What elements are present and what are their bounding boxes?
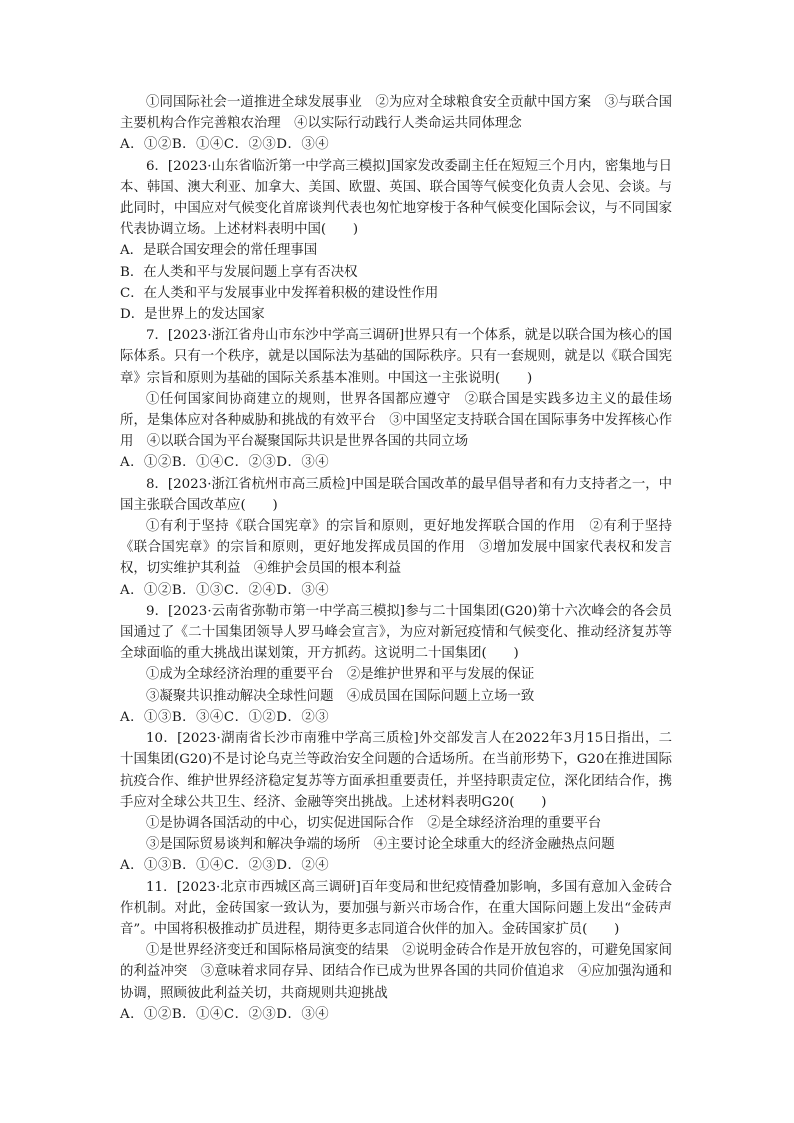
q5-choices: ①同国际社会一道推进全球发展事业 ②为应对全球粮食安全贡献中国方案 ③与联合国主要机构合作完善粮农治理 ④以实际行动践行人类命运共同体理念 [120, 95, 672, 132]
q9-choices-line-1: ①成为全球经济治理的重要平台 ②是维护世界和平与发展的保证 [146, 667, 535, 683]
q11-answer-options: A．①②B．①④C．②③D．③④ [120, 1006, 330, 1022]
q9-answer-options: A．①③B．③④C．①②D．②③ [120, 709, 330, 725]
q10-choices-line-1: ①是协调各国活动的中心，切实促进国际合作 ②是全球经济治理的重要平台 [146, 815, 602, 831]
q6-option-d: D．是世界上的发达国家 [120, 307, 265, 323]
q8-choices: ①有利于坚持《联合国宪章》的宗旨和原则，更好地发挥联合国的作用 ②有利于坚持《联合国宪章》的宗旨和原则，更好地发挥成员国的作用 ③增加发展中国家代表权和发言权，切实维护其利益 ④维护会员国的根本利益 [120, 519, 672, 577]
q10-stem: 10．[2023·湖南省长沙市南雅中学高三质检]外交部发言人在2022年3月15日指出，二十国集团(G20)不是讨论乌克兰等政治安全问题的合适场所。在当前形势下，G20在推进国际抗疫合作、维护世界经济稳定复苏等方面承担重要责任，并坚持职责定位，深化团结合作，携手应对全球公共卫生、经济、金融等突出挑战。上述材料表明G20( ) [120, 731, 672, 810]
q6-option-a: A．是联合国安理会的常任理事国 [120, 243, 318, 259]
q6-stem: 6．[2023·山东省临沂第一中学高三模拟]国家发改委副主任在短短三个月内，密集地与日本、韩国、澳大利亚、加拿大、美国、欧盟、英国、联合国等气候变化负责人会见、会谈。与此同时，中国应对气候变化首席谈判代表也匆忙地穿梭于各种气候变化国际会议，与不同国家代表协调立场。上述材料表明中国( ) [120, 158, 672, 238]
q9-stem: 9．[2023·云南省弥勒市第一中学高三模拟]参与二十国集团(G20)第十六次峰会的各会员国通过了《二十国集团领导人罗马峰会宣言》，为应对新冠疫情和气候变化、推动经济复苏等全球面临的重大挑战出谋划策，开方抓药。这说明二十国集团( ) [120, 603, 672, 662]
q6-option-b: B．在人类和平与发展问题上享有否决权 [120, 264, 358, 280]
q11-choices: ①是世界经济变迁和国际格局演变的结果 ②说明金砖合作是开放包容的，可避免国家间的利益冲突 ③意味着求同存异、团结合作已成为世界各国的共同价值追求 ④应加强沟通和协调，照顾彼此利益关切，共商规则共迎挑战 [120, 943, 672, 1001]
document-page [120, 92, 672, 1025]
q7-answer-options: A．①②B．①④C．②③D．③④ [120, 455, 330, 471]
q11-stem: 11．[2023·北京市西城区高三调研]百年变局和世纪疫情叠加影响，多国有意加入金砖合作机制。对此，金砖国家一致认为，要加强与新兴市场合作，在重大国际问题上发出“金砖声音”。中国将积极推动扩员进程，期待更多志同道合伙伴的加入。金砖国家扩员( ) [120, 879, 672, 937]
q9-choices-line-2: ③凝聚共识推动解决全球性问题 ④成员国在国际问题上立场一致 [146, 688, 535, 704]
q5-answer-options: A．①②B．①④C．②③D．③④ [120, 137, 330, 153]
q7-choices: ①任何国家间协商建立的规则，世界各国都应遵守 ②联合国是实践多边主义的最佳场所，是集体应对各种威胁和挑战的有效平台 ③中国坚定支持联合国在国际事务中发挥核心作用 ④以联合国为平台凝聚国际共识是世界各国的共同立场 [120, 391, 672, 450]
q6-option-c: C．在人类和平与发展事业中发挥着积极的建设性作用 [120, 285, 439, 301]
q8-answer-options: A．①②B．①③C．②④D．③④ [120, 582, 330, 598]
q10-choices-line-2: ③是国际贸易谈判和解决争端的场所 ④主要讨论全球重大的经济金融热点问题 [146, 837, 615, 853]
q8-stem: 8．[2023·浙江省杭州市高三质检]中国是联合国改革的最早倡导者和有力支持者之一，中国主张联合国改革应( ) [120, 476, 672, 513]
q10-answer-options: A．①③B．①④C．②③D．②④ [120, 858, 330, 874]
q7-stem: 7．[2023·浙江省舟山市东沙中学高三调研]世界只有一个体系，就是以联合国为核心的国际体系。只有一个秩序，就是以国际法为基础的国际秩序。只有一套规则，就是以《联合国宪章》宗旨和原则为基础的国际关系基本准则。中国这一主张说明( ) [120, 328, 672, 386]
